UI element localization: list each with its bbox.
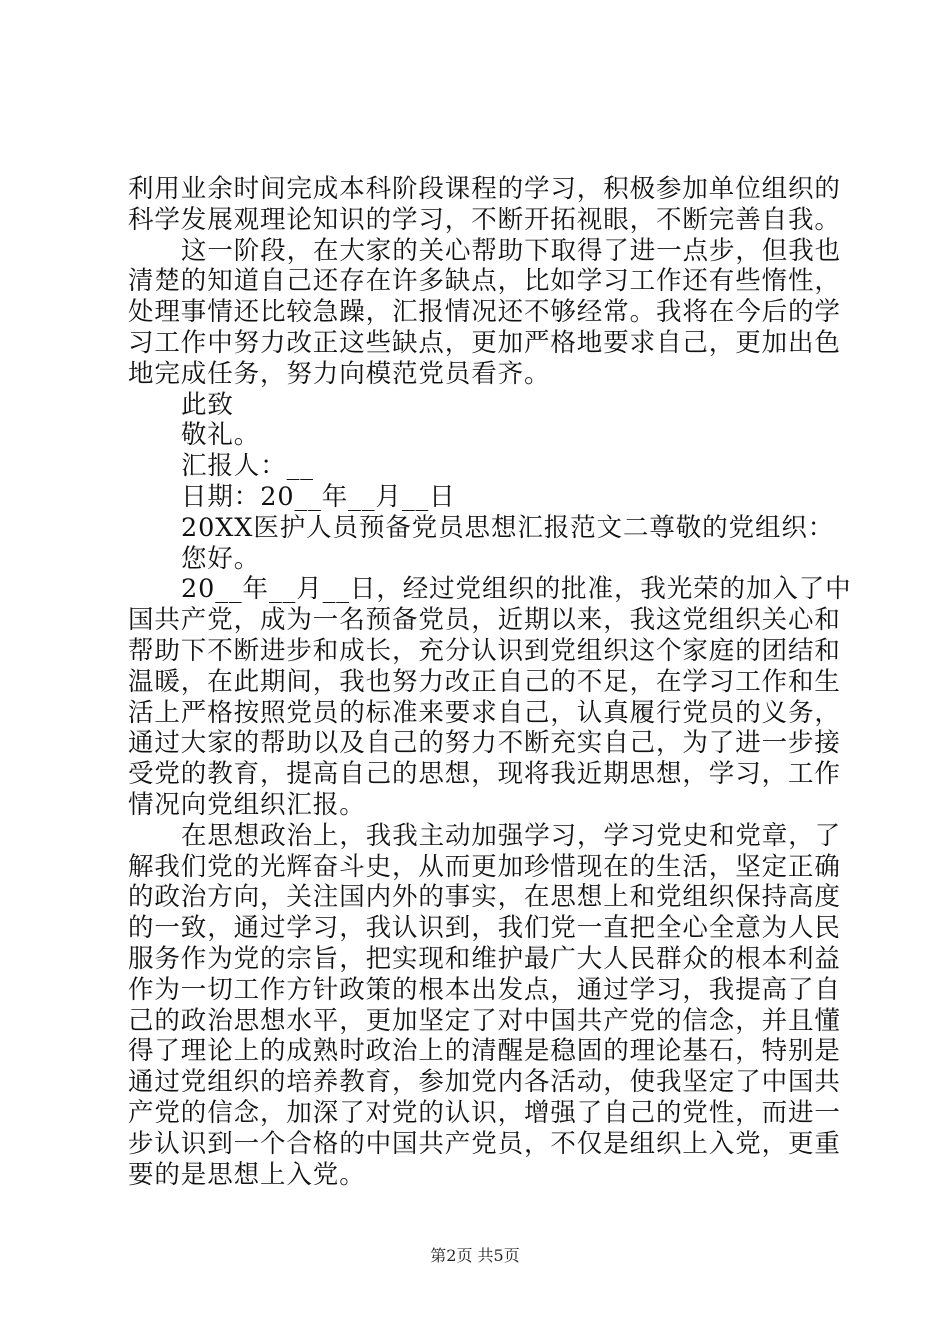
text-line: 敬礼。 [181,420,261,451]
text-line: 得了理论上的成熟时政治上的清醒是稳固的理论基石，特别是 [128,1036,841,1067]
text-line: 的一致，通过学习，我认识到，我们党一直把全心全意为人民 [128,913,841,944]
text-line: 帮助下不断进步和成长，充分认识到党组织这个家庭的团结和 [128,635,841,666]
text-line: 产党的信念，加深了对党的认识，增强了自己的党性，而进一 [128,1097,841,1128]
text-line: 的政治方向，关注国内外的事实，在思想上和党组织保持高度 [128,882,841,913]
text-line: 利用业余时间完成本科阶段课程的学习，积极参加单位组织的 [128,174,841,204]
text-line: 受党的教育，提高自己的思想，现将我近期思想，学习，工作 [128,759,841,790]
text-line: 20__年__月__日，经过党组织的批准，我光荣的加入了中 [181,574,852,605]
text-line: 服务作为党的宗旨，把实现和维护最广大人民群众的根本利益 [128,943,841,974]
text-line: 己的政治思想水平，更加坚定了对中国共产党的信念，并且懂 [128,1005,841,1036]
text-line: 20XX医护人员预备党员思想汇报范文二尊敬的党组织： [181,512,835,543]
text-line: 国共产党，成为一名预备党员，近期以来，我这党组织关心和 [128,605,841,636]
text-line: 科学发展观理论知识的学习，不断开拓视眼，不断完善自我。 [128,204,841,235]
text-line: 解我们党的光辉奋斗史，从而更加珍惜现在的生活，坚定正确 [128,851,841,882]
text-line: 温暖，在此期间，我也努力改正自己的不足，在学习工作和生 [128,666,841,697]
text-line: 情况向党组织汇报。 [128,789,366,820]
text-line: 汇报人：__ [181,451,314,482]
text-line: 要的是思想上入党。 [128,1159,366,1190]
text-line: 此致 [181,389,234,420]
text-line: 通过大家的帮助以及自己的努力不断充实自己，为了进一步接 [128,728,841,759]
text-line: 清楚的知道自己还存在许多缺点，比如学习工作还有些惰性， [128,266,841,297]
text-line: 您好。 [181,543,261,574]
text-line: 活上严格按照党员的标准来要求自己，认真履行党员的义务， [128,697,841,728]
text-line: 处理事情还比较急躁，汇报情况还不够经常。我将在今后的学 [128,297,841,328]
text-line: 这一阶段，在大家的关心帮助下取得了进一点步，但我也 [181,235,842,266]
document-body [128,174,852,1190]
text-line: 日期：20__年__月__日 [181,481,456,512]
page-number-footer: 第2页 共5页 [430,1246,520,1265]
text-line: 习工作中努力改正这些缺点，更加严格地要求自己，更加出色 [128,327,841,358]
text-line: 作为一切工作方针政策的根本出发点，通过学习，我提高了自 [128,974,841,1005]
text-line: 在思想政治上，我我主动加强学习，学习党史和党章，了 [181,820,842,851]
text-line: 地完成任务，努力向模范党员看齐。 [128,358,551,389]
text-line: 步认识到一个合格的中国共产党员，不仅是组织上入党，更重 [128,1128,841,1159]
text-line: 通过党组织的培养教育，参加党内各活动，使我坚定了中国共 [128,1067,841,1098]
